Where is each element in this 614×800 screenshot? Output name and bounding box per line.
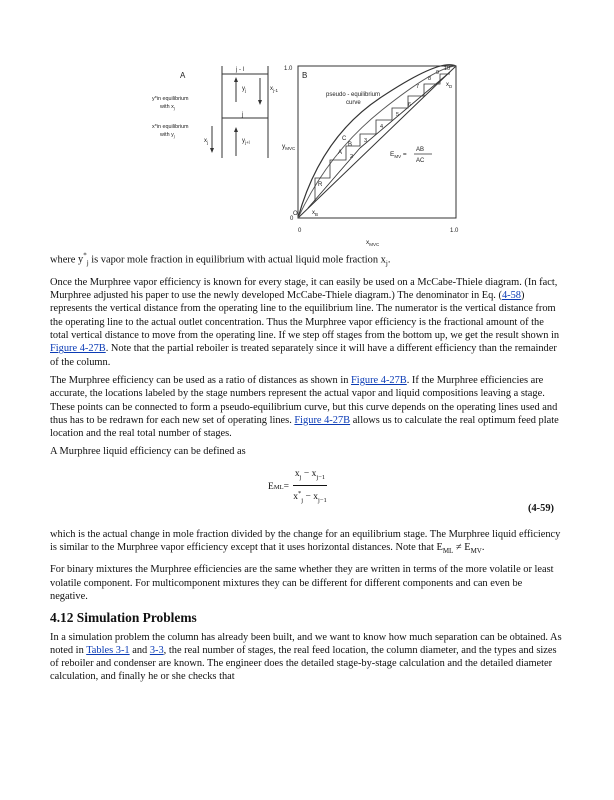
- paragraph-5: For binary mixtures the Murphree efficiencies are the same whether they are written in terms of the more volatile or least volatile component. For multicomponent mixtures they can be different for different components and can even be negative.: [50, 564, 554, 602]
- where-symbol: $y^*_j$: [77, 252, 89, 268]
- stage-label-9: 9: [436, 70, 440, 76]
- stage-label-10: 10: [444, 66, 451, 72]
- figure-4-27-drawing: [150, 58, 470, 250]
- paragraph-4: which is the actual change in mole fraction divided by the change for an equilibrium stage. The Murphree liquid efficiency is similar to the Murphree vapor efficiency except that it uses horizontal distances. Note that $E_{ML} \ne E_{MV}$.: [50, 528, 561, 556]
- link-figure-4-27b[interactable]: Figure 4-27B: [50, 343, 106, 355]
- point-label-a: A: [338, 150, 343, 156]
- equation-4-59: [50, 464, 562, 528]
- paragraph-2: The Murphree efficiency can be used as a ratio of distances as shown in Figure 4-27B. If the Murphree efficiencies are accurate, the locations labeled by the stage numbers represent the actual vapor and liquid compositions leaving a stage. These points can be connected to form a pseudo-equilibrium curve, but this curve depends on the operating lines used and thus has to be redrawn for each new set of operating lines. Figure 4-27B allows us to calculate the real optimum feed plate location and the real total number of stages.: [50, 374, 559, 440]
- y-j-plus-1-label: $y_{j+l}$: [242, 138, 250, 145]
- point-label-r: R: [318, 182, 323, 188]
- paragraph-3: A Murphree liquid efficiency can be defined as: [50, 446, 246, 458]
- stage-label-5: 5: [396, 112, 400, 118]
- legend-x-line1: x*in equilibrium: [152, 124, 189, 130]
- origin-label: 0: [290, 216, 294, 222]
- stage-label-6: 6: [408, 102, 412, 108]
- arrow-down-icon: [210, 148, 214, 153]
- x-j-label: $x_j$: [204, 138, 208, 145]
- stage-label-2: 2: [350, 154, 354, 160]
- link-eq-4-58[interactable]: 4-58: [501, 290, 521, 302]
- y-axis-label: $y_{MVC}$: [282, 143, 296, 151]
- point-label-o: O: [293, 211, 298, 217]
- arrow-up-icon: [234, 77, 238, 82]
- x-axis-label: $x_{MVC}$: [366, 239, 380, 247]
- equation-number: (4-59): [528, 502, 554, 514]
- stage-label-7: 7: [416, 84, 420, 90]
- figure-4-27: [150, 58, 470, 250]
- curve-label-line2: curve: [346, 100, 361, 106]
- link-figure-4-27b[interactable]: Figure 4-27B: [351, 374, 407, 386]
- panel-a-label: A: [180, 71, 186, 80]
- section-heading: 4.12 Simulation Problems: [50, 610, 197, 626]
- x-origin-tick: 0: [298, 228, 302, 234]
- efficiency-denominator: AC: [416, 158, 425, 164]
- arrow-down-icon: [258, 100, 262, 105]
- point-label-xb: $x_B$: [312, 210, 319, 217]
- equation-fraction: $\frac{x_j - x_{j-1}}{x^*_j - x_{j-1}}$: [293, 468, 327, 504]
- stage-j-minus-1-label: j - l: [236, 67, 244, 73]
- diagonal-line: [298, 66, 456, 218]
- stage-label-4: 4: [380, 124, 384, 130]
- page-content: [50, 250, 562, 689]
- curve-label-line1: pseudo - equilibrium: [326, 92, 381, 98]
- point-label-b: B: [348, 142, 353, 148]
- legend-x-line2: with $y_j$: [160, 132, 175, 139]
- arrow-up-icon: [234, 127, 238, 132]
- legend-y-line1: y*in equilibrium: [152, 96, 189, 102]
- link-figure-4-27b[interactable]: Figure 4-27B: [294, 414, 351, 426]
- link-table-3-3[interactable]: 3-3: [149, 644, 164, 656]
- x-max-label: 1.0: [450, 228, 459, 234]
- y-max-label: 1.0: [284, 66, 293, 72]
- efficiency-numerator: AB: [416, 147, 425, 153]
- point-label-c: C: [342, 136, 347, 142]
- stage-label-3: 3: [364, 138, 368, 144]
- paragraph-1: Once the Murphree vapor efficiency is known for every stage, it can easily be used on a McCabe-Thiele diagram. (In fact, Murphree adjusted his paper to use the newly developed McCabe-Thiele diagram.) The denominator in Eq. (4-58) represents the vertical distance from the operating line to the equilibrium line. The numerator is the vertical distance from the operating line to the actual outlet concentration. Thus the Murphree vapor efficiency is the fractional amount of the total vertical distance to move from the operating line. If we step off stages from the bottom up, we get the result shown in Figure 4-27B. Note that the partial reboiler is treated separately since it will have a different efficiency than the remainder of the column.: [50, 276, 560, 368]
- stage-label-8: 8: [428, 76, 432, 82]
- where-sentence: where $y^*_j$ is vapor mole fraction in equilibrium with actual liquid mole fraction $x_j$.: [50, 252, 391, 268]
- equation-body: E ML = $\frac{x_j - x_{j-1}}{x^*_j - x_{j-1}}$: [268, 468, 327, 508]
- legend-y-line2: with $x_j$: [160, 104, 175, 111]
- paragraph-6: In a simulation problem the column has already been built, and we want to know how much separation can be obtained. As noted in Tables 3-1 and 3-3, the real number of stages, the real feed location, the column diameter, and the types and sizes of reboiler and condenser are known. The engineer does the detailed stage-by-stage calculation and the detailed diameter calculation, and finally he or she checks that: [50, 631, 562, 683]
- top-operating-line: [360, 72, 450, 148]
- x-j-minus-1-label: $x_{j-1}$: [270, 86, 279, 93]
- point-label-xd: $x_D$: [446, 82, 453, 89]
- efficiency-formula: $E_{MV}$ =: [390, 151, 407, 159]
- stage-j-label: j: [242, 112, 244, 118]
- y-j-label: $y_j$: [242, 86, 246, 93]
- link-tables-3-1[interactable]: Tables 3-1: [86, 644, 130, 656]
- panel-b-label: B: [302, 71, 308, 80]
